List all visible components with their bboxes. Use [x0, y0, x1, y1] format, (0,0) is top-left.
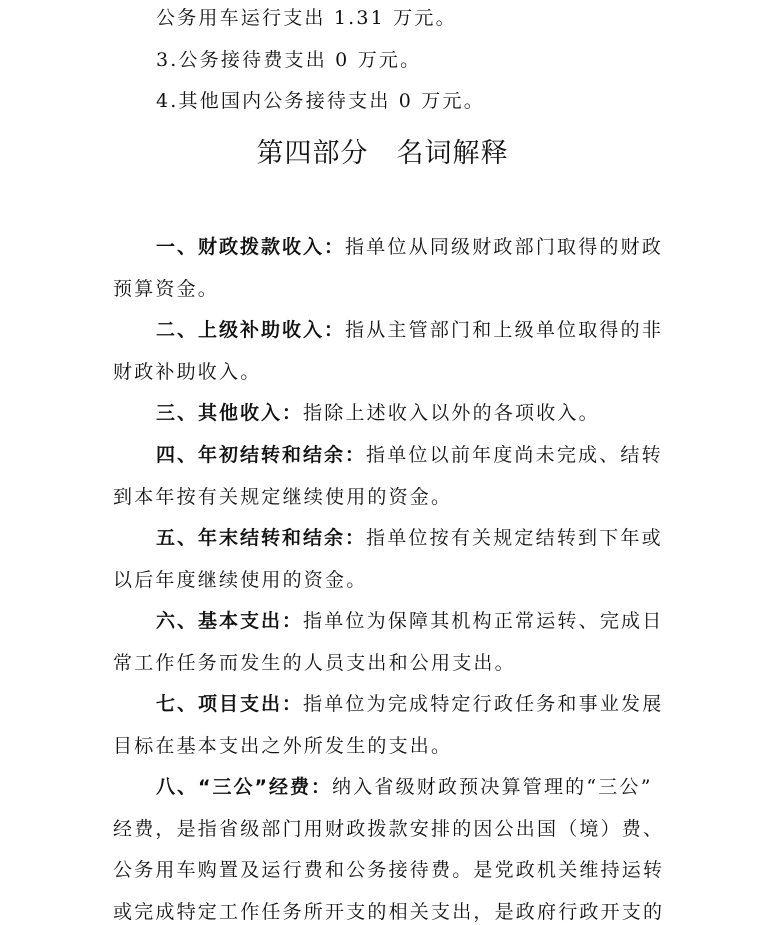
- definition-continuation: 预算资金。: [113, 278, 220, 300]
- definition-first-line: [156, 234, 663, 260]
- definition-continuation: 财政补助收入。: [113, 361, 262, 383]
- definition-continuation: 经费，是指省级部门用财政拨款安排的因公出国（境）费、: [113, 818, 665, 840]
- definition-text: 纳入省级财政预决算管理的“三公”: [331, 776, 653, 798]
- definition-term: 三、其他收入：: [156, 402, 304, 424]
- definition-first-line: [156, 608, 663, 634]
- definition-first-line: [156, 400, 600, 426]
- definition-continuation: 或完成特定工作任务所开支的相关支出，是政府行政开支的: [113, 901, 665, 923]
- definition-first-line: [156, 442, 663, 468]
- definition-text: 指从主管部门和上级单位取得的非: [345, 319, 664, 341]
- definition-term: 四、年初结转和结余：: [156, 444, 367, 466]
- definition-text: 指单位为完成特定行政任务和事业发展: [303, 693, 664, 715]
- definition-term: 六、基本支出：: [156, 610, 304, 632]
- text-line: 3.公务接待费支出 0 万元。: [156, 49, 422, 71]
- definition-continuation: 公务用车购置及运行费和公务接待费。是党政机关维持运转: [113, 859, 665, 881]
- definition-text: 指单位以前年度尚未完成、结转: [366, 444, 663, 466]
- definition-continuation: 到本年按有关规定继续使用的资金。: [113, 486, 453, 508]
- text-line: 公务用车运行支出 1.31 万元。: [156, 7, 457, 29]
- definition-term: 一、财政拨款收入：: [156, 236, 346, 258]
- definition-term: 七、项目支出：: [156, 693, 304, 715]
- definition-text: 指单位为保障其机构正常运转、完成日: [303, 610, 664, 632]
- definition-first-line: [156, 774, 653, 800]
- text-line: 4.其他国内公务接待支出 0 万元。: [156, 90, 485, 112]
- definition-continuation: 以后年度继续使用的资金。: [113, 569, 368, 591]
- definition-continuation: 常工作任务而发生的人员支出和公用支出。: [113, 652, 516, 674]
- definition-term: 五、年末结转和结余：: [156, 527, 367, 549]
- definition-first-line: [156, 317, 663, 343]
- section-title: 第四部分 名词解释: [256, 138, 509, 169]
- definition-term: 八、“三公”经费：: [156, 776, 332, 798]
- definition-text: 指除上述收入以外的各项收入。: [303, 402, 600, 424]
- definition-first-line: [156, 691, 663, 717]
- definition-first-line: [156, 525, 663, 551]
- definition-continuation: 目标在基本支出之外所发生的支出。: [113, 735, 453, 757]
- definition-term: 二、上级补助收入：: [156, 319, 346, 341]
- definition-text: 指单位按有关规定结转到下年或: [366, 527, 663, 549]
- definition-text: 指单位从同级财政部门取得的财政: [345, 236, 664, 258]
